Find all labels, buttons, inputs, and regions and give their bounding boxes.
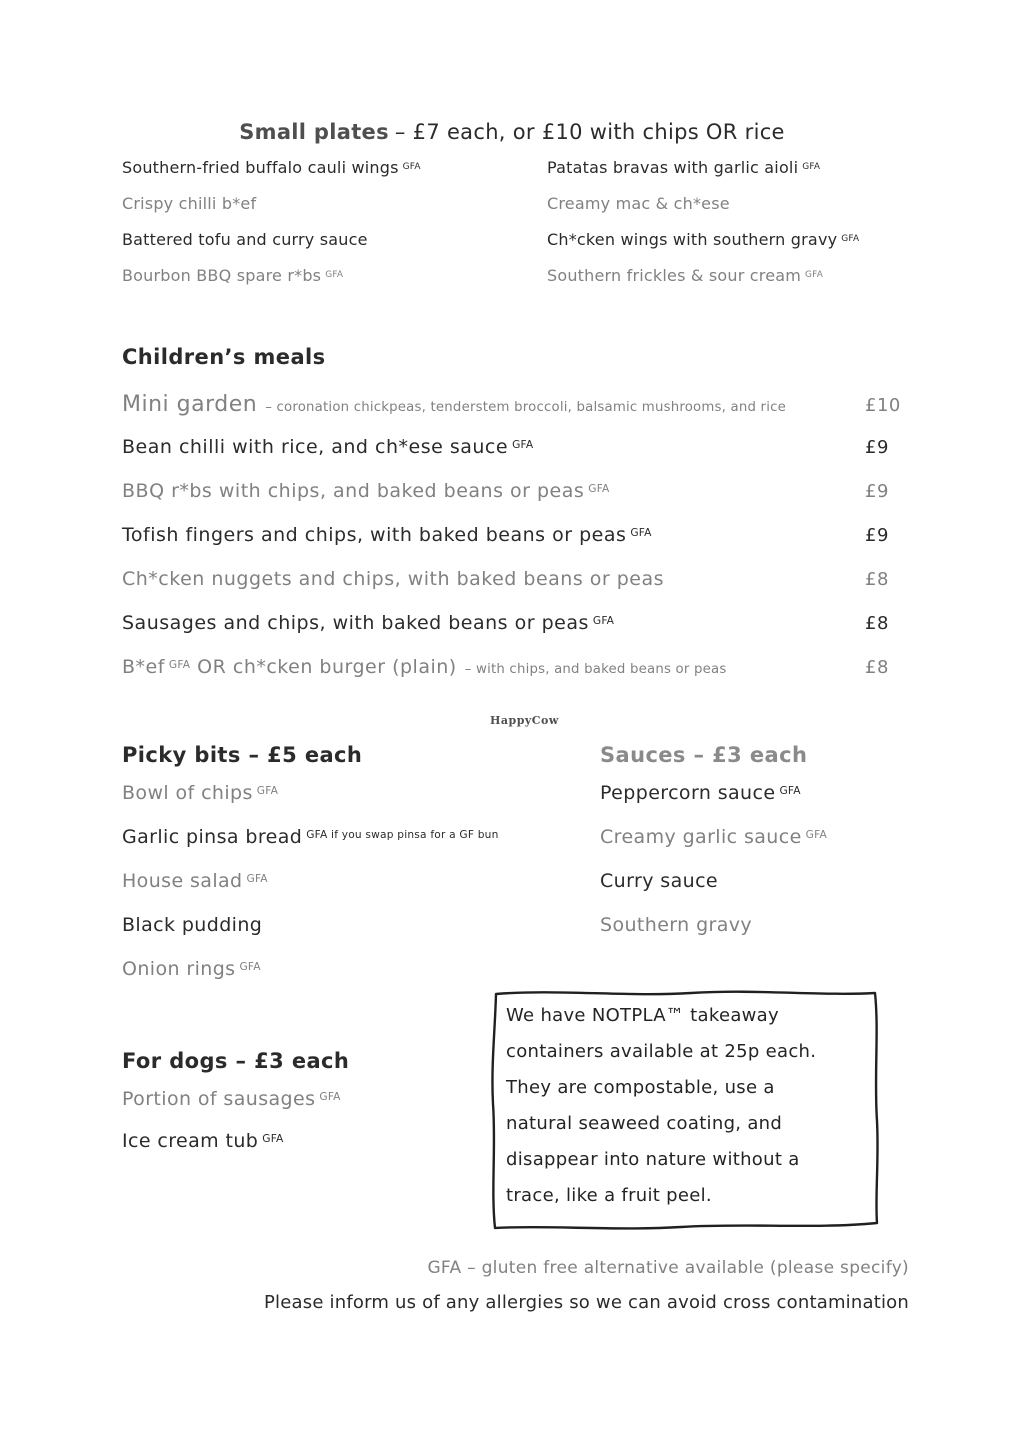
- allergy-note: Please inform us of any allergies so we can avoid cross contamination: [264, 1292, 909, 1313]
- footer-notes: [0, 1258, 909, 1313]
- gfa-tag: GFA: [256, 783, 279, 797]
- gfa-tag: GFA: [325, 269, 344, 280]
- for-dogs-heading: For dogs – £3 each: [122, 1049, 350, 1073]
- menu-item-row: [600, 914, 930, 958]
- item-note: – with chips, and baked beans or peas: [464, 662, 727, 677]
- menu-item-row: [122, 1130, 522, 1172]
- item-name: Bourbon BBQ spare r*bs: [122, 266, 322, 285]
- gfa-legend: GFA – gluten free alternative available (please specify): [427, 1258, 909, 1278]
- item-name: Crispy chilli b*ef: [122, 194, 257, 213]
- notpla-info-box: [486, 986, 884, 1232]
- item-name: Black pudding: [122, 914, 263, 936]
- item-name: Creamy mac & ch*ese: [547, 194, 730, 213]
- item-name: Curry sauce: [600, 870, 719, 892]
- item-price: £8: [865, 613, 889, 634]
- menu-item-row: [547, 158, 859, 194]
- notpla-line: natural seaweed coating, and: [506, 1113, 783, 1134]
- notpla-line: containers available at 25p each.: [506, 1041, 817, 1062]
- small-plates-section: [122, 158, 859, 302]
- title-pricing: – £7 each, or £10 with chips OR rice: [394, 120, 785, 144]
- notpla-text: [506, 998, 870, 1214]
- item-name: Bowl of chips: [122, 782, 253, 804]
- menu-item-row: [122, 568, 910, 612]
- childrens-meals-section: [122, 344, 910, 700]
- item-name: Onion rings: [122, 958, 236, 980]
- menu-item-row: [600, 870, 930, 914]
- childrens-meals-heading: Children’s meals: [122, 345, 326, 369]
- menu-item-row: [122, 870, 592, 914]
- notpla-line: trace, like a fruit peel.: [506, 1185, 712, 1206]
- gfa-tag: GFA: [402, 161, 421, 172]
- gfa-tag: GFA: [239, 959, 261, 973]
- menu-item-row: [122, 914, 592, 958]
- notpla-line: disappear into nature without a: [506, 1149, 800, 1170]
- menu-item-row: [547, 230, 859, 266]
- menu-item-row: [547, 266, 859, 302]
- gfa-tag: GFA: [262, 1131, 284, 1145]
- item-price: £8: [865, 569, 889, 590]
- picky-bits-section: [122, 742, 592, 1002]
- item-name: Ice cream tub: [122, 1130, 259, 1152]
- menu-item-row: [122, 480, 910, 524]
- gfa-tag: GFA: [592, 613, 615, 627]
- item-note: – coronation chickpeas, tenderstem broccoli, balsamic mushrooms, and rice: [265, 400, 787, 415]
- gfa-tag: GFA: [841, 233, 860, 244]
- item-name: Patatas bravas with garlic aioli: [547, 158, 799, 177]
- item-name: Bean chilli with rice, and ch*ese sauce: [122, 436, 509, 458]
- item-name: Creamy garlic sauce: [600, 826, 802, 848]
- item-name: Battered tofu and curry sauce: [122, 230, 368, 249]
- item-name: BBQ r*bs with chips, and baked beans or peas: [122, 480, 585, 502]
- happycow-watermark: HappyCow: [490, 714, 559, 727]
- gfa-tag: GFA: [246, 871, 268, 885]
- item-name: B*ef: [122, 656, 165, 678]
- notpla-line: They are compostable, use a: [506, 1077, 775, 1098]
- gfa-tag: GFA: [512, 437, 534, 451]
- gfa-tag: GFA: [802, 161, 821, 172]
- menu-item-row: [122, 230, 547, 266]
- gfa-tag: GFA: [779, 783, 801, 797]
- menu-item-row: [122, 1088, 522, 1130]
- menu-item-row: [600, 826, 930, 870]
- sauces-rows: [600, 782, 930, 958]
- page-title: [0, 120, 1024, 144]
- gfa-tag: GFA: [630, 525, 652, 539]
- gfa-tag: GFA: [805, 827, 827, 841]
- item-price: £8: [865, 657, 889, 678]
- for-dogs-rows: [122, 1088, 522, 1172]
- menu-item-row: [122, 266, 547, 302]
- menu-item-row: [122, 826, 592, 870]
- small-plates-right-column: [547, 158, 859, 302]
- gfa-tag: GFA: [168, 657, 191, 671]
- menu-item-row: [122, 656, 910, 700]
- item-name: Garlic pinsa bread: [122, 826, 303, 848]
- menu-item-row: [547, 194, 859, 230]
- item-price: £9: [865, 525, 889, 546]
- menu-item-row: [122, 158, 547, 194]
- item-name: Portion of sausages: [122, 1088, 316, 1110]
- item-name: Mini garden: [122, 392, 258, 417]
- notpla-line: We have NOTPLA™ takeaway: [506, 1005, 779, 1026]
- menu-item-row: [600, 782, 930, 826]
- menu-item-row: [122, 194, 547, 230]
- sauces-section: [600, 742, 930, 958]
- item-name: Ch*cken wings with southern gravy: [547, 230, 838, 249]
- menu-item-row: [122, 392, 910, 436]
- menu-item-row: [122, 782, 592, 826]
- item-name: Southern-fried buffalo cauli wings: [122, 158, 399, 177]
- item-name: House salad: [122, 870, 243, 892]
- picky-bits-heading: Picky bits – £5 each: [122, 743, 363, 767]
- for-dogs-section: [122, 1048, 522, 1172]
- item-name: Tofish fingers and chips, with baked beans or peas: [122, 524, 627, 546]
- item-price: £9: [865, 481, 889, 502]
- menu-item-row: [122, 524, 910, 568]
- item-name-rest: OR ch*cken burger (plain): [197, 656, 457, 678]
- item-name: Southern gravy: [600, 914, 753, 936]
- item-price: £9: [865, 437, 889, 458]
- gfa-tag: GFA: [319, 1089, 341, 1103]
- childrens-meals-rows: [122, 392, 910, 700]
- menu-item-row: [122, 436, 910, 480]
- small-plates-left-column: [122, 158, 547, 302]
- item-name: Ch*cken nuggets and chips, with baked beans or peas: [122, 568, 665, 590]
- gfa-tag: GFA if you swap pinsa for a GF bun: [306, 827, 499, 841]
- gfa-tag: GFA: [588, 481, 610, 495]
- item-name: Sausages and chips, with baked beans or peas: [122, 612, 589, 634]
- title-section-name: Small plates: [239, 120, 389, 144]
- item-name: Peppercorn sauce: [600, 782, 776, 804]
- picky-bits-rows: [122, 782, 592, 1002]
- item-price: £10: [865, 395, 901, 416]
- gfa-tag: GFA: [805, 269, 824, 280]
- menu-item-row: [122, 612, 910, 656]
- sauces-heading: Sauces – £3 each: [600, 743, 808, 767]
- item-name: Southern frickles & sour cream: [547, 266, 802, 285]
